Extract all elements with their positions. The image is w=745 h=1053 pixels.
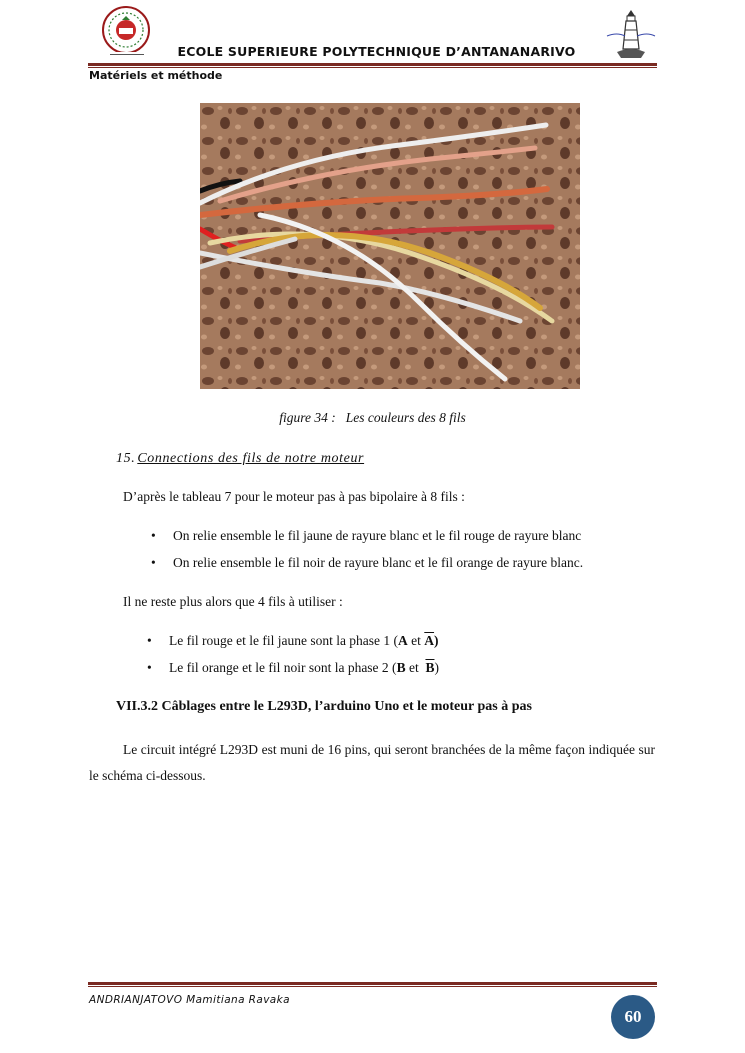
phase-and: et — [407, 633, 425, 648]
page-number-badge: 60 — [611, 995, 655, 1039]
body-paragraph: Le circuit intégré L293D est muni de 16 pins, qui seront branchées de la même façon indiquée sur le schéma ci-dessous. — [89, 742, 655, 783]
list-item-text: On relie ensemble le fil jaune de rayure blanc et le fil rouge de rayure blanc — [173, 528, 582, 543]
figure-number: figure 34 : — [279, 410, 336, 425]
bullet-icon: • — [151, 555, 156, 570]
list-item — [151, 555, 583, 571]
list-item-text: On relie ensemble le fil noir de rayure blanc et le fil orange de rayure blanc. — [173, 555, 584, 570]
section-label: Matériels et méthode — [89, 69, 223, 82]
intro-paragraph: D’après le tableau 7 pour le moteur pas à pas bipolaire à 8 fils : — [123, 489, 465, 504]
remaining-paragraph: Il ne reste plus alors que 4 fils à utiliser : — [123, 594, 343, 609]
phase-a-bar: $\overline{A}$ — [424, 633, 435, 648]
list-item — [151, 528, 581, 544]
school-name: ECOLE SUPERIEURE POLYTECHNIQUE D’ANTANANARIVO — [177, 44, 576, 59]
subsection-title: Connections des fils de notre moteur — [137, 451, 365, 466]
footer-rule — [88, 982, 657, 985]
bullet-icon: • — [147, 633, 152, 648]
list-item — [147, 660, 439, 676]
figure-caption — [0, 410, 745, 426]
phase-close: ) — [434, 633, 439, 648]
phase-and: et — [405, 660, 426, 675]
photo-of-eight-wires — [200, 103, 580, 389]
footer-author: ANDRIANJATOVO Mamitiana Ravaka — [89, 994, 290, 1006]
phase-close: ) — [434, 660, 439, 675]
figure-caption-text: Les couleurs des 8 fils — [345, 410, 466, 425]
phase-b-bar: $\overline{B}$ — [425, 660, 435, 675]
phase-text: Le fil orange et le fil noir sont la phase 2 ( — [169, 660, 397, 675]
header-rule-thin — [88, 67, 657, 68]
section-heading: VII.3.2 Câblages entre le L293D, l’arduino Uno et le moteur pas à pas — [116, 699, 532, 714]
bullet-icon: • — [147, 660, 152, 675]
subsection-number: 15. — [116, 451, 136, 466]
subsection-heading — [116, 451, 364, 467]
bullet-icon: • — [151, 528, 156, 543]
phase-b: B — [396, 660, 406, 675]
phase-a: A — [398, 633, 408, 648]
phase-text: Le fil rouge et le fil jaune sont la phase 1 ( — [169, 633, 399, 648]
footer-rule-thin — [88, 986, 657, 987]
header-rule — [88, 63, 657, 66]
list-item — [147, 633, 439, 649]
